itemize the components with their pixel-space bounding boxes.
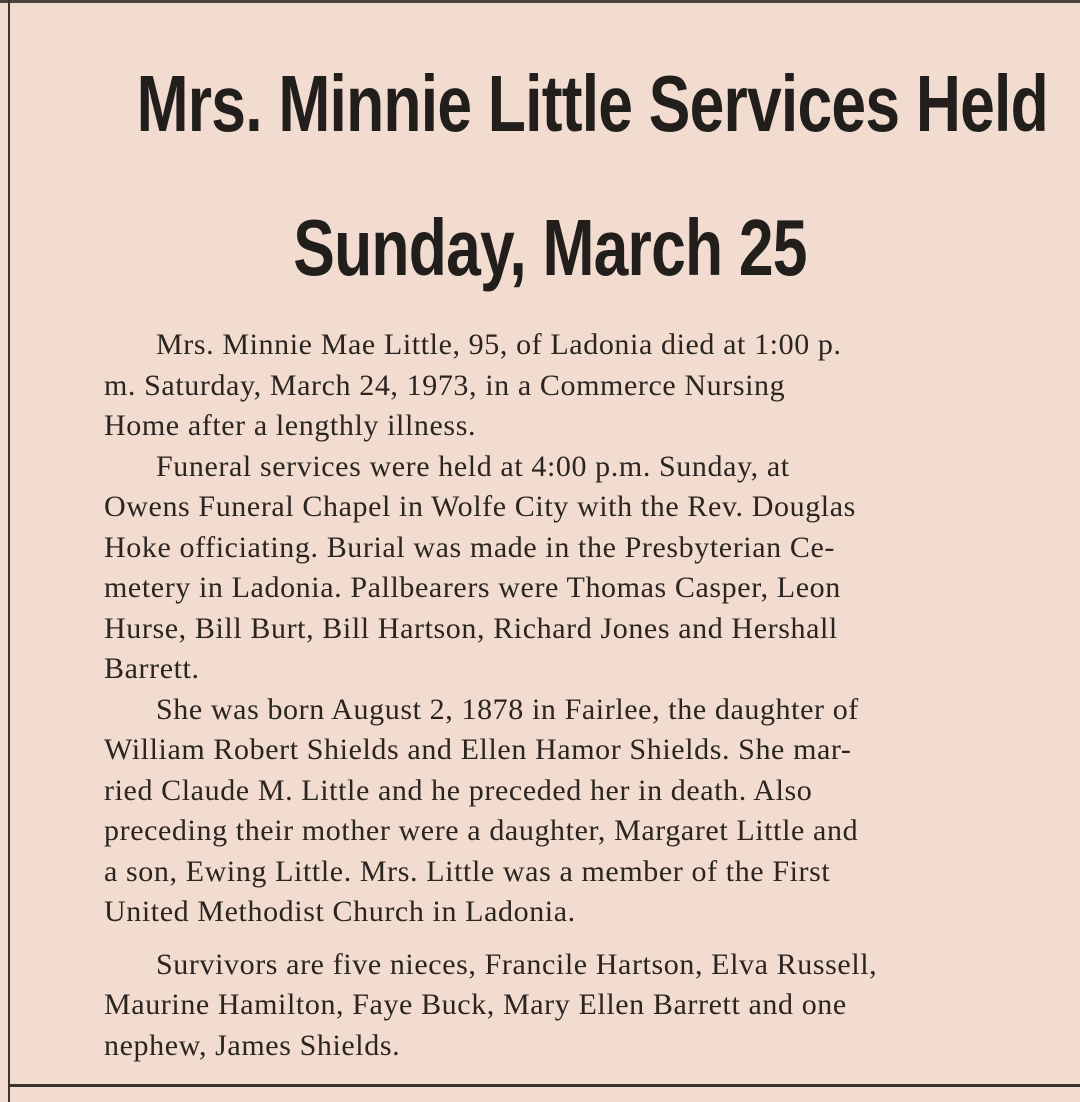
headline-line-2: Sunday, March 25 (293, 203, 807, 292)
text-line: m. Saturday, March 24, 1973, in a Commerce Nursing (104, 368, 786, 402)
paragraph-survivors (52, 945, 1042, 1067)
paragraph-death-notice (52, 325, 1042, 447)
text-line: nephew, James Shields. (104, 1028, 401, 1062)
text-line: a son, Ewing Little. Mrs. Little was a member of the First (104, 854, 831, 888)
article-body (52, 325, 1042, 1066)
text-line: Owens Funeral Chapel in Wolfe City with the Rev. Douglas (104, 490, 856, 523)
text-line: Hurse, Bill Burt, Bill Hartson, Richard Jones and Hershall (104, 611, 838, 645)
top-rule (0, 0, 1080, 3)
text-line: ried Claude M. Little and he preceded her in death. Also (104, 773, 813, 807)
text-line: metery in Ladonia. Pallbearers were Thomas Casper, Leon (104, 571, 841, 604)
text-line: Survivors are five nieces, Francile Hartson, Elva Russell, (156, 947, 878, 981)
headline-line-1: Mrs. Minnie Little Services Held (136, 59, 1048, 148)
paragraph-biography (52, 690, 1042, 933)
text-line: Funeral services were held at 4:00 p.m. Sunday, at (156, 449, 790, 483)
text-line: Home after a lengthly illness. (104, 409, 477, 442)
text-line: preceding their mother were a daughter, Margaret Little and (104, 814, 859, 847)
text-line: Mrs. Minnie Mae Little, 95, of Ladonia died at 1:00 p. (156, 328, 842, 361)
text-line: William Robert Shields and Ellen Hamor Shields. She mar- (104, 733, 852, 766)
text-line: Maurine Hamilton, Faye Buck, Mary Ellen Barrett and one (104, 988, 847, 1021)
text-line: Barrett. (104, 652, 200, 685)
paragraph-funeral-services (52, 447, 1042, 690)
text-line: United Methodist Church in Ladonia. (104, 895, 576, 928)
bottom-rule (8, 1084, 1080, 1087)
text-line: Hoke officiating. Burial was made in the Presbyterian Ce- (104, 530, 835, 564)
text-line: She was born August 2, 1878 in Fairlee, the daughter of (156, 692, 859, 726)
left-column-rule (8, 0, 10, 1102)
